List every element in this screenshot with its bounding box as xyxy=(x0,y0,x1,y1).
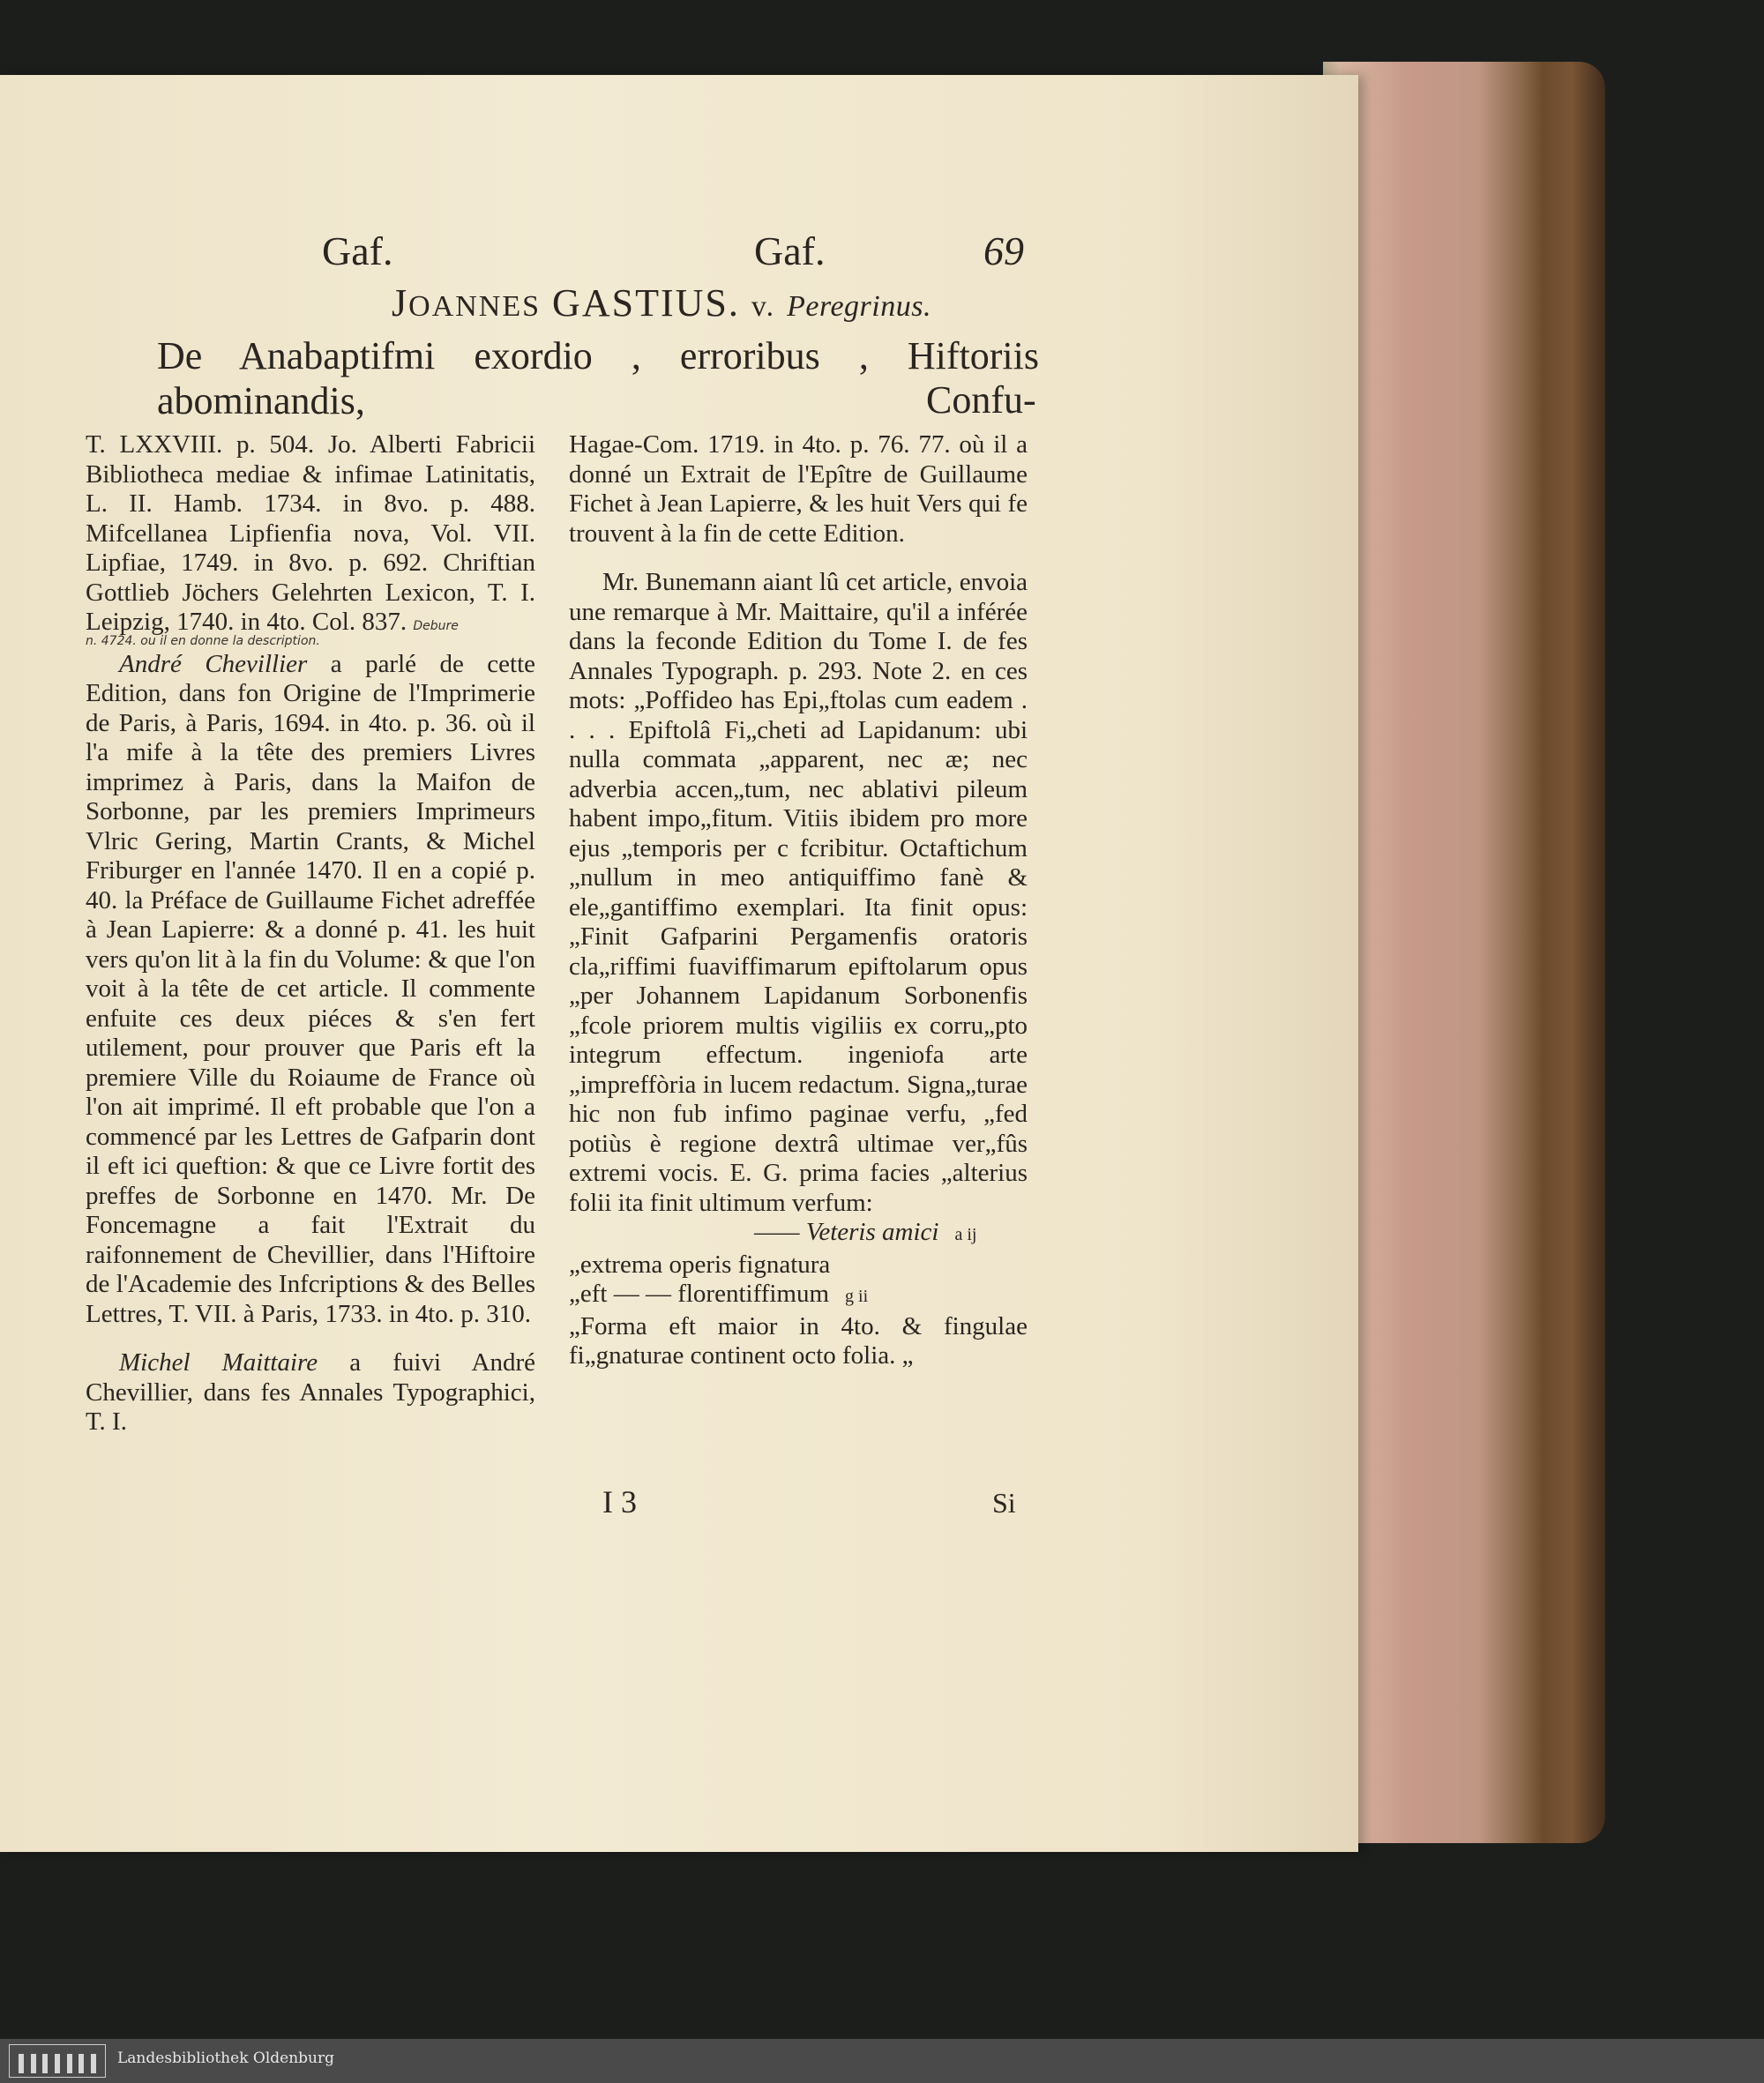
handwritten-note-b: n. 4724. ou il en donne la description. xyxy=(86,633,320,648)
title-name-small: OANNES xyxy=(408,290,542,323)
signature-mark-1: a ij xyxy=(954,1225,977,1244)
library-name: Landesbibliothek Oldenburg xyxy=(117,2049,335,2067)
entry-subtitle: De Anabaptifmi exordio , erroribus , Hiftoriis abominandis, xyxy=(157,334,1039,422)
library-logo-icon xyxy=(9,2044,106,2078)
title-surname: GASTIUS. xyxy=(552,281,740,325)
left-paragraph-1-text: T. LXXVIII. p. 504. Jo. Alberti Fabricii Bibliotheca mediae & infimae Latinitatis, L. II. Hamb. 1734. in 8vo. p. 488. Mifcellanea Lipfienfia nova, Vol. VII. Lipfiae, 1749. in 8vo. p. 692. Chriftian Gottlieb Jöchers Gelehrten Lexicon, T. I. Leipzig, 1740. in 4to. Col. 837. xyxy=(86,430,535,636)
verse-line-1-text: —— Veteris amici xyxy=(754,1218,939,1246)
left-paragraph-2-name: André Chevillier xyxy=(119,649,308,678)
page-number: 69 xyxy=(983,228,1024,273)
verse-line-2: „extrema operis fignatura xyxy=(569,1250,831,1279)
catchword: Si xyxy=(992,1487,1016,1519)
title-name-prefix: J xyxy=(392,281,409,325)
entry-title xyxy=(251,280,1072,325)
verse-line-4: „Forma eft maior in 4to. & fingulae fi„gnaturae continent octo folia. „ xyxy=(569,1311,1028,1370)
left-paragraph-2 xyxy=(86,650,535,1330)
right-paragraph-1: Hagae-Com. 1719. in 4to. p. 76. 77. où il a donné un Extrait de l'Epître de Guillaume Fichet à Jean Lapierre, & les huit Vers qui fe trouvent à la fin de cette Edition. xyxy=(569,430,1028,548)
running-head-middle: Gaf. xyxy=(754,228,826,273)
left-paragraph-3-name: Michel Maittaire xyxy=(119,1348,318,1377)
right-paragraph-2: Mr. Bunemann aiant lû cet article, envoia une remarque à Mr. Maittaire, qu'il a inférée dans la feconde Edition du Tome I. de fes Annales Typograph. p. 293. Note 2. en ces mots: „Poffideo has Epi„ftolas cum eadem . . . . Epiftolâ Fi„cheti ad Lapidanum: ubi nulla commata „apparent, nec æ; nec adverbia accen„tum, nec ablativi pileum habent impo„fitum. Vitiis ibidem pro more ejus „temporis per c fcribitur. Octaftichum „nullum in meo antiquiffimo fanè & ele„gantiffimo exemplari. Ita finit opus: „Finit Gafparini Pergamenfis oratoris cla„riffimi fuaviffimarum epiftolarum opus „per Johannem Lapidanum Sorbonenfis „fcole priorem multis vigiliis ex corru„pto integrum effectum. ingeniofa arte „impreffòria in lucem redactum. Signa„turae hic non fub infimo paginae verfu, „fed potiùs è regione dextrâ ultimae ver„fûs extremi vocis. E. G. prima facies „alterius folii ita finit ultimum verfum: xyxy=(569,568,1028,1217)
left-paragraph-1 xyxy=(86,430,535,638)
left-paragraph-2-text: a parlé de cette Edition, dans fon Origine de l'Imprimerie de Paris, à Paris, 1694. in 4to. p. 36. où il l'a mife à la tête des premiers Livres imprimez à Paris, dans la Maifon de Sorbonne, par les premiers Imprimeurs Vlric Gering, Martin Crants, & Michel Friburger en l'année 1470. Il en a copié p. 40. la Préface de Guillaume Fichet adreffée à Jean Lapierre: & a donné p. 41. les huit vers qu'on lit à la fin du Volume: & que l'on voit à la tête de cet article. Il commente enfuite ces deux piéces & s'en fert utilement, pour prouver que Paris eft la premiere Ville du Roiaume de France où l'on ait imprimé. Il eft probable que l'on a commencé par les Lettres de Gafparin dont il eft ici queftion: & que ce Livre fortit des preffes de Sorbonne en 1470. Mr. De Foncemagne a fait l'Extrait du raifonnement de Chevillier, dans l'Hiftoire de l'Academie des Infcriptions & des Belles Lettres, T. VII. à Paris, 1733. in 4to. p. 310. xyxy=(86,649,536,1328)
left-paragraph-3-text: a fuivi André Chevillier, dans fes Annales Typographici, T. I. xyxy=(86,1348,535,1436)
book-fore-edge xyxy=(1323,62,1605,1843)
gathering-signature: I 3 xyxy=(602,1484,637,1519)
signature-example xyxy=(569,1218,1028,1371)
title-see: v. xyxy=(751,290,776,323)
verse-line-3-text: „eft — — florentiffimum xyxy=(569,1280,830,1308)
left-paragraph-3 xyxy=(86,1348,535,1437)
signature-mark-2: g ii xyxy=(845,1287,869,1306)
verse-line-1 xyxy=(569,1218,1028,1251)
entry-subtitle-continuation: Confu- xyxy=(926,378,1036,422)
right-column xyxy=(569,430,1028,1371)
handwritten-note-a: Debure xyxy=(413,619,459,633)
left-column xyxy=(86,430,535,1437)
running-head-left: Gaf. xyxy=(322,228,393,273)
title-ref: Peregrinus. xyxy=(787,290,931,323)
verse-line-3 xyxy=(569,1280,1028,1312)
